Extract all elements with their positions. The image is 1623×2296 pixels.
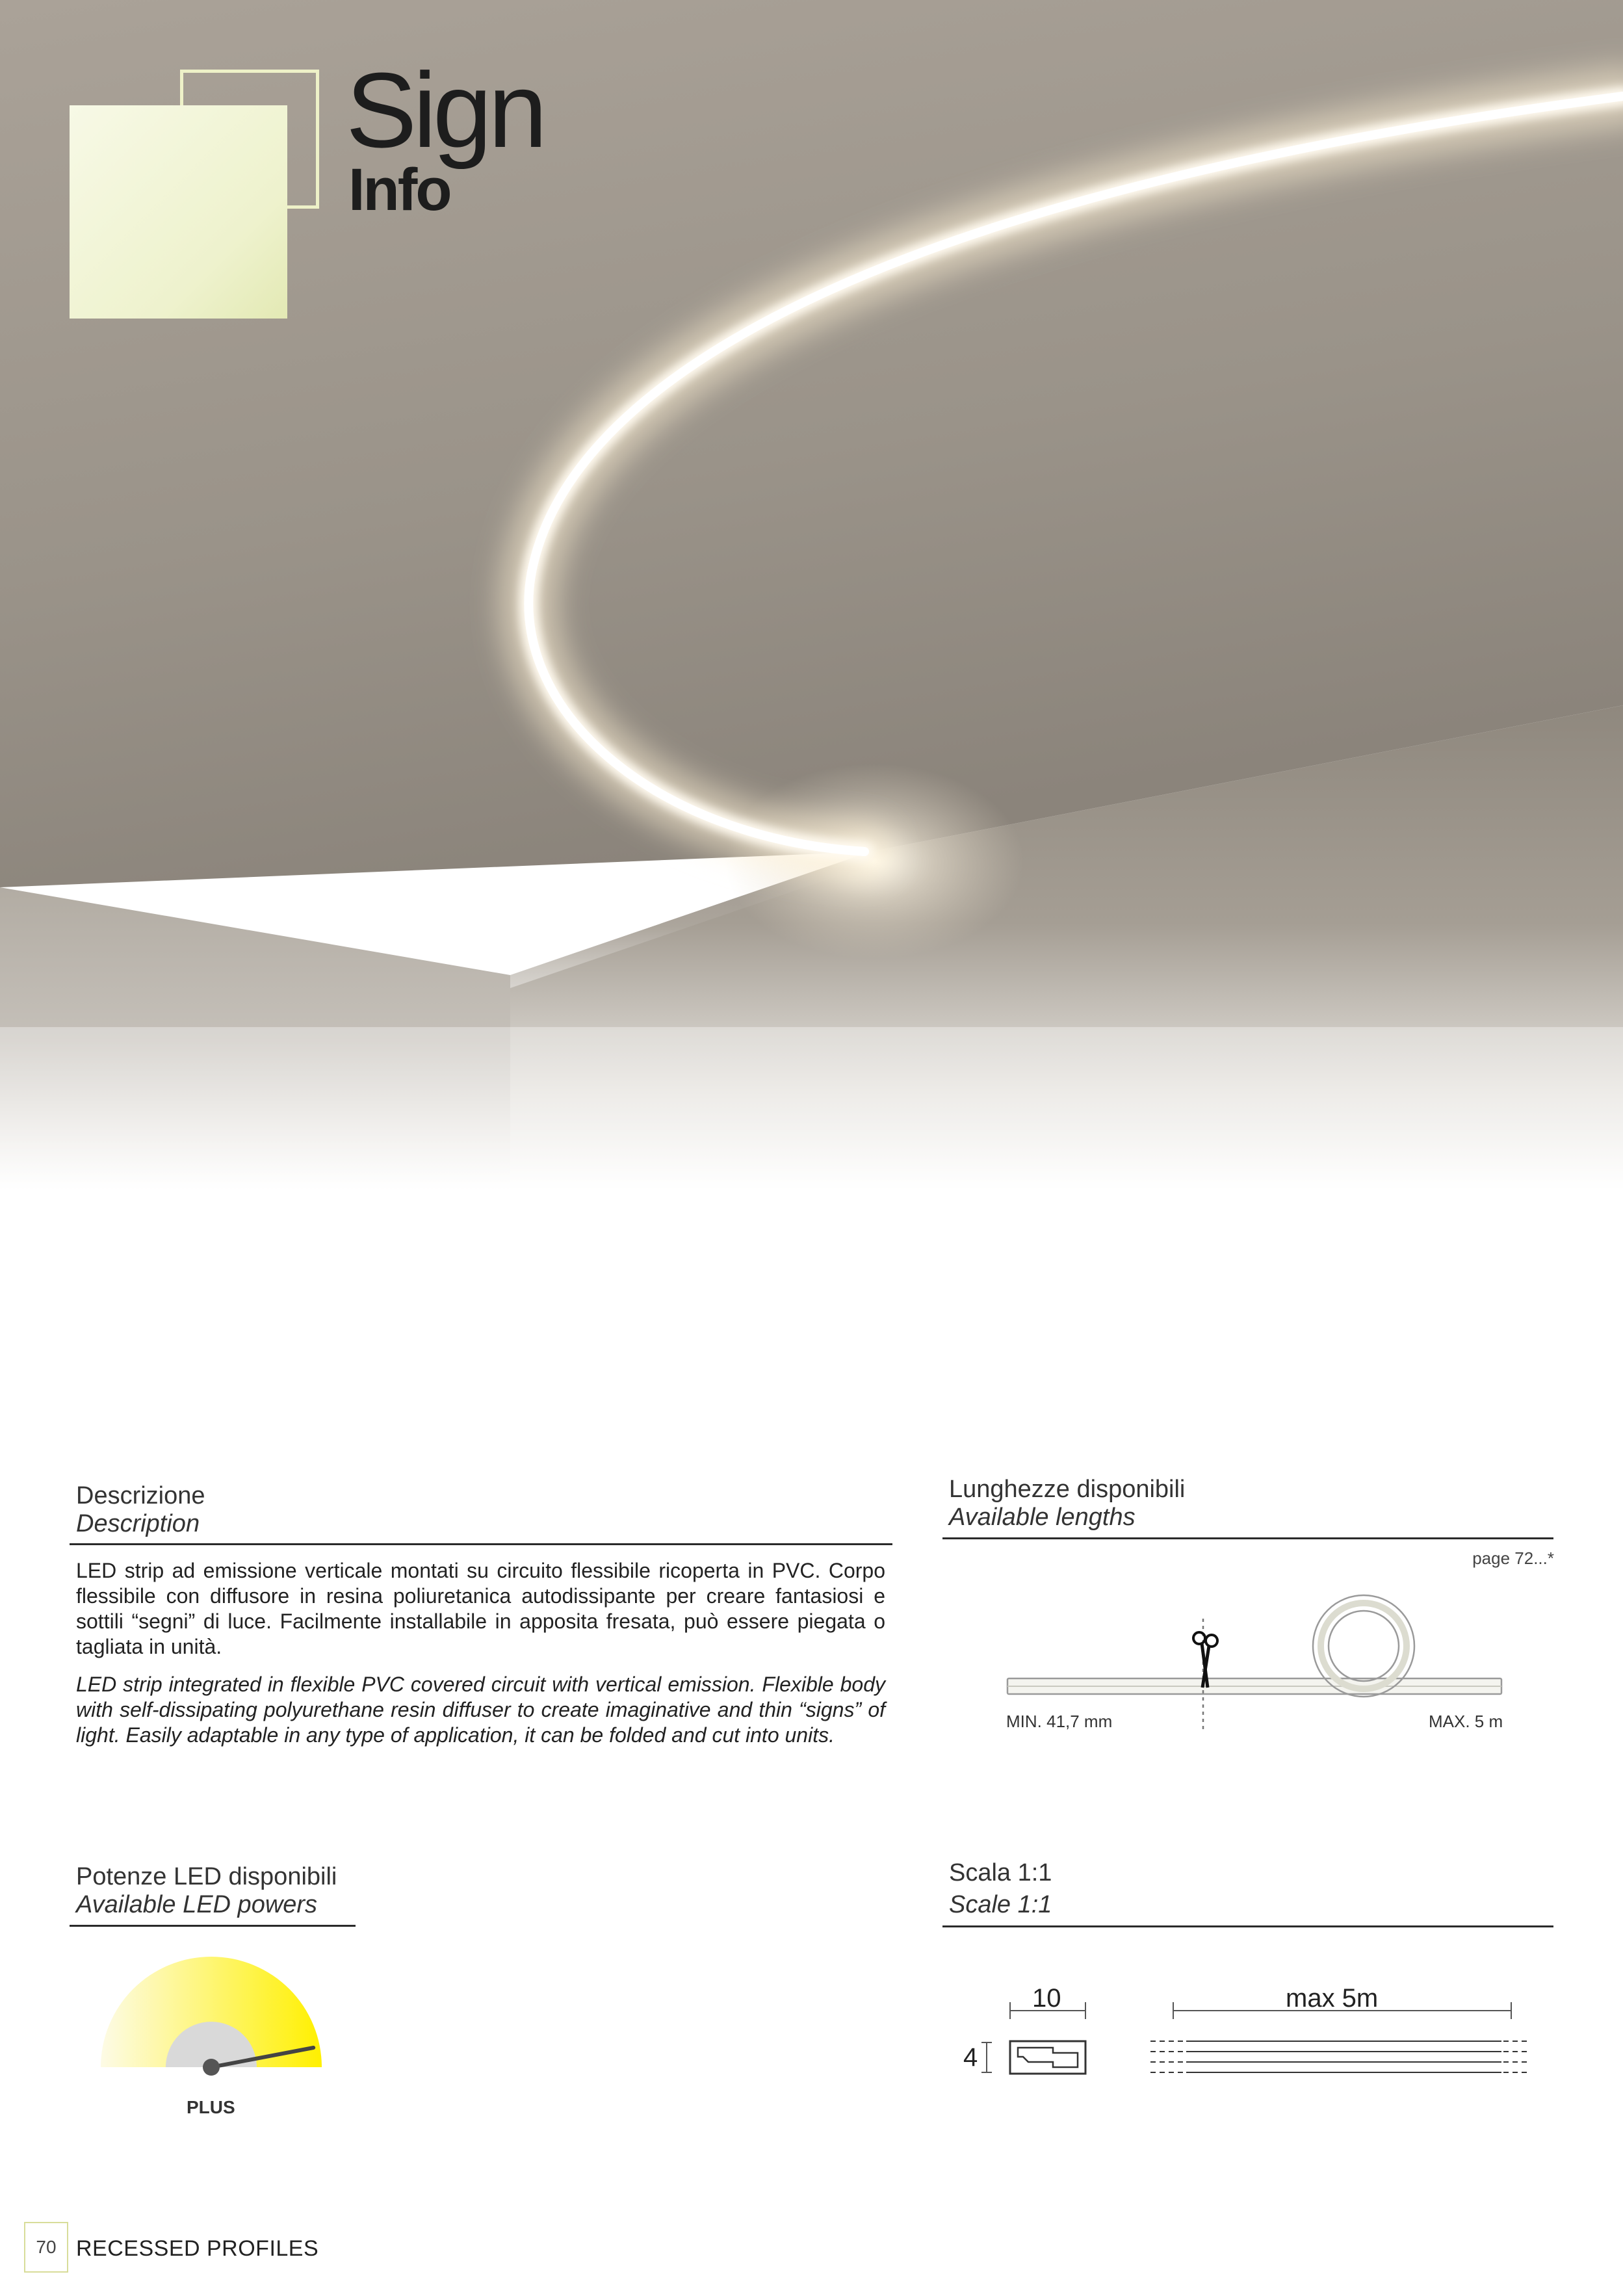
description-heading-it: Descrizione <box>76 1482 205 1509</box>
lengths-heading-it: Lunghezze disponibili <box>949 1476 1186 1503</box>
strip-side-view <box>1150 2041 1531 2072</box>
power-gauge <box>94 1950 328 2100</box>
power-level-label: PLUS <box>187 2097 235 2117</box>
powers-heading-en: Available LED powers <box>76 1890 318 1918</box>
description-heading <box>76 1482 205 1538</box>
description-text-it: LED strip ad emissione verticale montati su circuito flessibile ricoperta in PVC. Corpo flessibile con diffusore in resina poliuretanica autodissipante per creare fantasiosi e sottili “segni” di luce. Facilmente installabile in apposita fresata, può essere piegata o tagliata in unità. <box>76 1559 885 1659</box>
logo-title: Sign <box>346 51 544 170</box>
scale-heading-en: Scale 1:1 <box>949 1890 1052 1918</box>
scale-heading-it: Scala 1:1 <box>949 1859 1052 1886</box>
page-reference: page 72...* <box>1472 1548 1554 1568</box>
lengths-heading <box>949 1476 1185 1532</box>
powers-rule <box>70 1925 356 1927</box>
powers-heading-it: Potenze LED disponibili <box>76 1863 337 1890</box>
logo-square-fill <box>70 105 287 319</box>
description-rule <box>70 1543 892 1545</box>
min-length-label: MIN. 41,7 mm <box>1006 1712 1113 1731</box>
scale-width-value: 10 <box>1032 1984 1061 2013</box>
lengths-rule <box>942 1537 1553 1539</box>
powers-heading <box>76 1863 337 1919</box>
scale-heading <box>949 1859 1052 1919</box>
description-heading-en: Description <box>76 1509 200 1537</box>
lengths-heading-en: Available lengths <box>949 1503 1136 1531</box>
scale-length-value: max 5m <box>1286 1984 1379 2013</box>
max-length-label: MAX. 5 m <box>1429 1712 1503 1731</box>
scale-rule <box>942 1925 1553 1927</box>
footer-section: RECESSED PROFILES <box>76 2236 319 2261</box>
description-text-en: LED strip integrated in flexible PVC covered circuit with vertical emission. Flexible body with self-dissipating polyurethane resin diffuser to create imaginative and thin “signs” of light. Easily adaptable in any type of application, it can be folded and cut into units. <box>76 1673 885 1747</box>
scale-height-value: 4 <box>963 2043 978 2072</box>
logo-subtitle: Info <box>348 157 450 223</box>
gauge-hub <box>203 2059 220 2076</box>
page-number: 70 <box>24 2222 68 2273</box>
